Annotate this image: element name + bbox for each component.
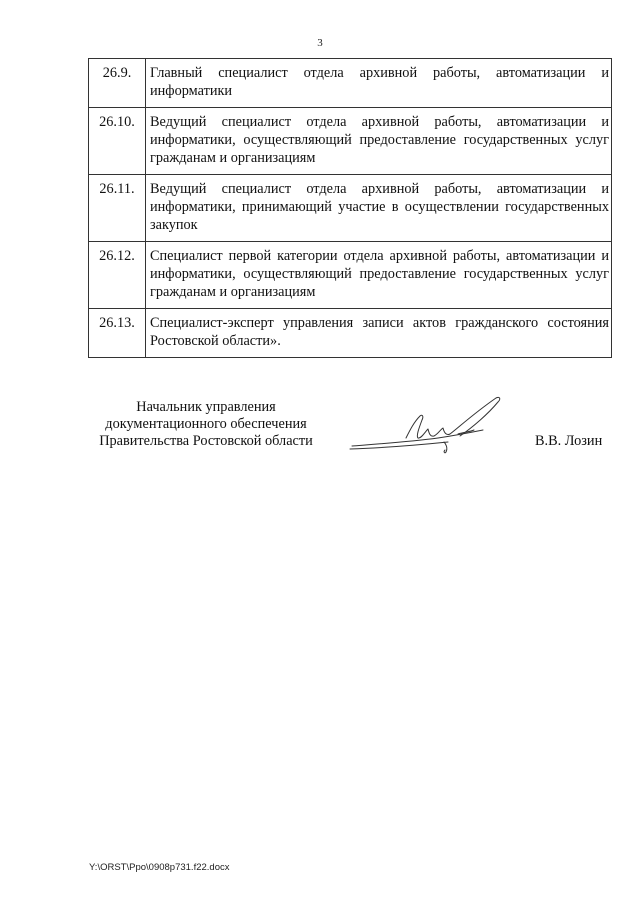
table-row xyxy=(89,175,612,242)
row-number: 26.11. xyxy=(89,175,146,242)
positions-table xyxy=(88,58,612,358)
signatory-position-line: Начальник управления xyxy=(136,399,276,415)
row-text: Ведущий специалист отдела архивной работы, автоматизации и информатики, принимающий участие в осуществлении государственных закупок xyxy=(146,175,612,242)
signatory-name: В.В. Лозин xyxy=(535,433,603,449)
row-number: 26.12. xyxy=(89,242,146,309)
file-path: Y:\ORST\Ppo\0908p731.f22.docx xyxy=(89,862,230,873)
signatory-position-line: документационного обеспечения xyxy=(105,416,307,432)
row-number: 26.13. xyxy=(89,309,146,358)
signatory-position xyxy=(86,399,326,450)
row-number: 26.10. xyxy=(89,108,146,175)
signatory-position-line: Правительства Ростовской области xyxy=(99,433,313,449)
table-row xyxy=(89,108,612,175)
row-text: Специалист первой категории отдела архивной работы, автоматизации и информатики, осуществляющий предоставление государственных услуг гражданам и организациям xyxy=(146,242,612,309)
table-row xyxy=(89,59,612,108)
page-number: 3 xyxy=(317,37,323,49)
row-text: Главный специалист отдела архивной работы, автоматизации и информатики xyxy=(146,59,612,108)
table-row xyxy=(89,309,612,358)
row-text: Ведущий специалист отдела архивной работы, автоматизации и информатики, осуществляющий предоставление государственных услуг гражданам и организациям xyxy=(146,108,612,175)
row-text: Специалист-эксперт управления записи актов гражданского состояния Ростовской области». xyxy=(146,309,612,358)
row-number: 26.9. xyxy=(89,59,146,108)
handwritten-signature xyxy=(348,392,508,458)
table-row xyxy=(89,242,612,309)
